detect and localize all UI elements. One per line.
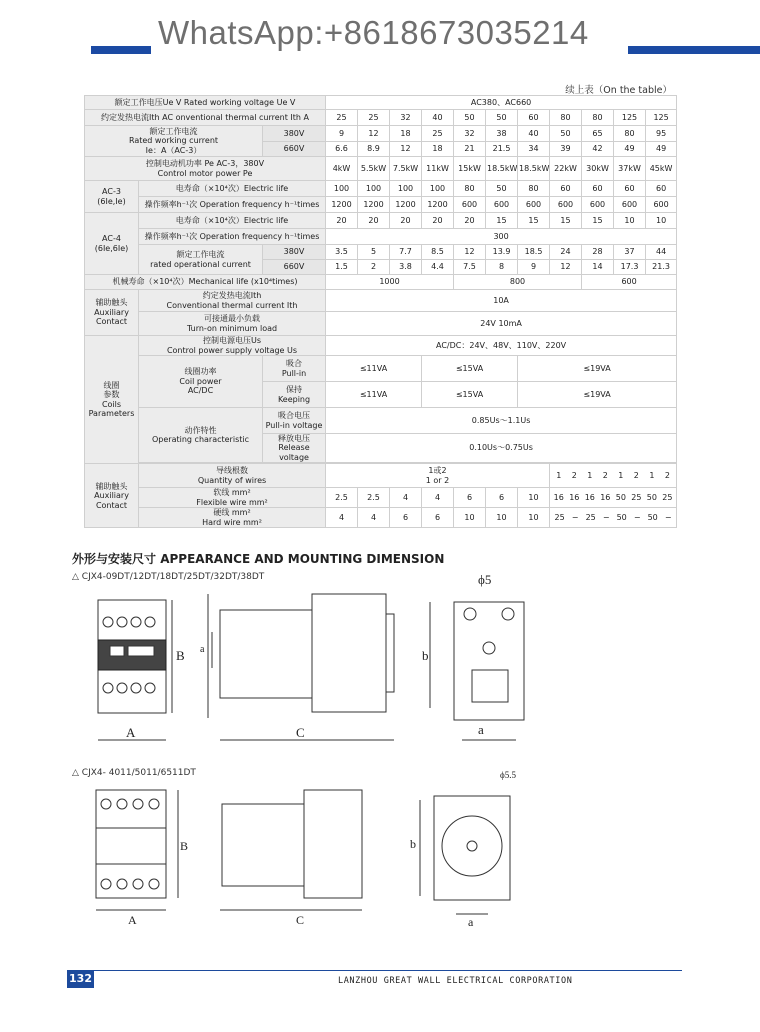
front-screw (145, 683, 155, 693)
hw-cell: 6 (422, 508, 454, 528)
ac3-elife-cell: 100 (390, 181, 422, 197)
rated-current-660-cell: 12 (390, 142, 422, 157)
rated-current-660-cell: 6.6 (326, 142, 358, 157)
mech-life-label: 机械寿命（×10⁴次）Mechanical life (x10⁴times) (85, 275, 326, 290)
wire-qty-cell: 2 (664, 471, 670, 481)
fw-cell: 2.5 (326, 488, 358, 508)
hw-cell: 10 (486, 508, 518, 528)
fw-large-cell: 25 (662, 493, 673, 503)
pull-in-va: ≤11VA (326, 356, 422, 382)
hw-cell: 4 (326, 508, 358, 528)
wire-qty-cell: 1 (649, 471, 655, 481)
ac4-label: AC-4 (6Ie,6Ie) (85, 213, 139, 275)
rated-current-660-cell: 21 (454, 142, 486, 157)
ac3-freq-cell: 600 (582, 197, 614, 213)
wire-qty-cell: 2 (602, 471, 608, 481)
ac3-elife-cell: 60 (550, 181, 582, 197)
thermal-current-cell: 50 (454, 110, 486, 126)
rated-current-660-cell: 8.9 (358, 142, 390, 157)
fw-cell: 6 (486, 488, 518, 508)
mount-hole (464, 608, 476, 620)
spec-table (84, 95, 677, 528)
coils-label: 线圈 参数 Coils Parameters (85, 336, 139, 464)
ac4-current-660-cell: 3.8 (390, 260, 422, 275)
side-view-block (312, 594, 386, 712)
rated-current-380-cell: 18 (390, 126, 422, 142)
hw-large-cell: − (602, 513, 610, 523)
front-view-port (128, 646, 154, 656)
thermal-current-cell: 40 (422, 110, 454, 126)
rated-current-380-cell: 32 (454, 126, 486, 142)
ac4-current-660-cell: 12 (550, 260, 582, 275)
pull-in-va: ≤15VA (422, 356, 518, 382)
dim-a: a (478, 722, 484, 737)
ac4-elife-cell: 15 (550, 213, 582, 229)
wire-qty-cell: 1 (556, 471, 562, 481)
hw-cell: 10 (454, 508, 486, 528)
rated-current-380-cell: 65 (582, 126, 614, 142)
wire-qty-large (550, 464, 677, 488)
side-view-block-2 (304, 790, 362, 898)
whatsapp-watermark: WhatsApp:+8618673035214 (158, 14, 589, 51)
ac4-elife-label: 电寿命（×10⁴次）Electric life (139, 213, 326, 229)
coil-power-label: 线圈功率 Coil power AC/DC (139, 356, 263, 408)
dim-side: a (200, 644, 205, 655)
ac3-freq-cell: 1200 (422, 197, 454, 213)
aux-contact-2-label: 辅助触头 Auxiliary Contact (85, 464, 139, 528)
pull-in-voltage-label: 吸合电压 Pull-in voltage (263, 408, 326, 434)
ac3-freq-cell: 600 (518, 197, 550, 213)
mount-view-body-2 (434, 796, 510, 900)
ac3-freq-cell: 1200 (358, 197, 390, 213)
ac4-current-380-cell: 44 (646, 245, 677, 260)
fw-cell: 6 (454, 488, 486, 508)
ac4-current-380-cell: 24 (550, 245, 582, 260)
hw-large-cell: − (571, 513, 579, 523)
aux-ith-value: 10A (326, 290, 677, 312)
wire-qty-cell: 2 (633, 471, 639, 481)
keeping-va: ≤11VA (326, 382, 422, 408)
front-screw (149, 799, 159, 809)
ac4-elife-cell: 15 (518, 213, 550, 229)
ac4-elife-cell: 10 (646, 213, 677, 229)
ac4-current-660-cell: 14 (582, 260, 614, 275)
op-char-label: 动作特性 Operating characteristic (139, 408, 263, 463)
motor-power-cell: 18.5kW (486, 157, 518, 181)
fw-large-cell: 16 (569, 493, 580, 503)
ac3-elife-cell: 60 (614, 181, 646, 197)
ac3-freq-cell: 600 (486, 197, 518, 213)
thermal-current-cell: 25 (326, 110, 358, 126)
ac3-elife-cell: 50 (486, 181, 518, 197)
hw-large-cell: 50 (647, 513, 658, 523)
section-title-cn: 外形与安装尺寸 (72, 552, 157, 566)
dim-a-2: a (468, 915, 474, 929)
fw-cell: 4 (422, 488, 454, 508)
header-bar-left (91, 46, 151, 54)
pull-in-voltage-value: 0.85Us～1.1Us (326, 408, 677, 434)
aux-min-load-value: 24V 10mA (326, 312, 677, 336)
rated-current-380-cell: 50 (550, 126, 582, 142)
wire-qty-value: 1或2 1 or 2 (326, 464, 550, 488)
mount-view-slot (472, 670, 508, 702)
motor-power-label: 控制电动机功率 Pe AC-3，380V Control motor power Pe (85, 157, 326, 181)
rated-current-660-cell: 39 (550, 142, 582, 157)
ac4-current-380-cell: 7.7 (390, 245, 422, 260)
fw-cell: 10 (518, 488, 550, 508)
fw-cell: 4 (390, 488, 422, 508)
fw-large-cell: 16 (553, 493, 564, 503)
ac3-freq-cell: 600 (646, 197, 677, 213)
ac4-current-660-cell: 1.5 (326, 260, 358, 275)
v660-label: 660V (263, 142, 326, 157)
wire-qty-cell: 2 (571, 471, 577, 481)
ac4-elife-cell: 20 (422, 213, 454, 229)
aux-min-load-label: 可接通最小负载 Turn-on minimum load (139, 312, 326, 336)
rated-current-label: 额定工作电流 Rated working current Ie：A（AC-3） (85, 126, 263, 157)
phi-label-2: ϕ5.5 (500, 770, 516, 780)
keeping-va: ≤19VA (518, 382, 677, 408)
dim-b: b (422, 648, 429, 663)
ac3-freq-label: 操作频率h⁻¹次 Operation frequency h⁻¹times (139, 197, 326, 213)
thermal-current-cell: 50 (486, 110, 518, 126)
aux-ith-label: 约定发热电流Ith Conventional thermal current Ith (139, 290, 326, 312)
side-view-body (220, 610, 312, 698)
front-screw (145, 617, 155, 627)
hw-large-cell: − (633, 513, 641, 523)
rated-current-660-cell: 49 (614, 142, 646, 157)
ac4-current-660-cell: 8 (486, 260, 518, 275)
dim-C-2: C (296, 913, 305, 927)
motor-power-cell: 18.5kW (518, 157, 550, 181)
fw-large-cell: 50 (615, 493, 626, 503)
pull-in-label: 吸合 Pull-in (263, 356, 326, 382)
ac3-freq-cell: 1200 (390, 197, 422, 213)
ac4-current-660-cell: 4.4 (422, 260, 454, 275)
ac4-elife-cell: 20 (390, 213, 422, 229)
ac3-freq-cell: 1200 (326, 197, 358, 213)
front-screw (117, 799, 127, 809)
model-line-2: △ CJX4- 4011/5011/6511DT (72, 768, 196, 778)
ac4-v660-label: 660V (263, 260, 326, 275)
hw-large-cell: 25 (554, 513, 565, 523)
ac4-current-380-cell: 18.5 (518, 245, 550, 260)
front-screw (149, 879, 159, 889)
rated-current-380-cell: 40 (518, 126, 550, 142)
ac4-current-660-cell: 9 (518, 260, 550, 275)
dim-B-2: B (180, 839, 189, 853)
rated-current-380-cell: 80 (614, 126, 646, 142)
hw-large-cell: − (664, 513, 672, 523)
page-number: 132 (67, 970, 94, 988)
dim-C: C (296, 725, 305, 740)
hw-cell: 6 (390, 508, 422, 528)
motor-power-cell: 45kW (646, 157, 677, 181)
ac3-elife-cell: 80 (518, 181, 550, 197)
side-view-body-2 (222, 804, 304, 886)
ac3-elife-label: 电寿命（×10⁴次）Electric life (139, 181, 326, 197)
ac3-elife-cell: 100 (326, 181, 358, 197)
ac4-current-380-cell: 13.9 (486, 245, 518, 260)
ac4-current-660-cell: 17.3 (614, 260, 646, 275)
ac3-elife-cell: 100 (422, 181, 454, 197)
hard-wire-label: 硬线 mm² Hard wire mm² (139, 508, 326, 528)
front-screw (103, 617, 113, 627)
thermal-current-cell: 25 (358, 110, 390, 126)
release-voltage-label: 释放电压 Release voltage (263, 434, 326, 463)
rated-current-660-cell: 18 (422, 142, 454, 157)
flex-wire-label: 软线 mm² Flexible wire mm² (139, 488, 326, 508)
corporation-name: LANZHOU GREAT WALL ELECTRICAL CORPORATION (338, 976, 573, 986)
rated-current-660-cell: 34 (518, 142, 550, 157)
motor-power-cell: 37kW (614, 157, 646, 181)
ac3-elife-cell: 80 (454, 181, 486, 197)
motor-power-cell: 11kW (422, 157, 454, 181)
ac4-current-660-cell: 7.5 (454, 260, 486, 275)
rated-current-660-cell: 21.5 (486, 142, 518, 157)
mech-life-value: 600 (582, 275, 677, 290)
thermal-current-cell: 60 (518, 110, 550, 126)
rated-current-380-cell: 38 (486, 126, 518, 142)
ac3-elife-cell: 60 (646, 181, 677, 197)
motor-power-cell: 5.5kW (358, 157, 390, 181)
side-view-tab (386, 614, 394, 692)
front-view-port (110, 646, 124, 656)
ac3-label: AC-3 (6Ie,Ie) (85, 181, 139, 213)
dim-b-2: b (410, 837, 416, 851)
front-screw (131, 617, 141, 627)
mount-view-circle (442, 816, 502, 876)
mech-life-value: 800 (454, 275, 582, 290)
wire-qty-cell: 1 (618, 471, 624, 481)
section-title (72, 550, 444, 567)
hw-large-cell: 50 (616, 513, 627, 523)
dim-A: A (126, 725, 136, 740)
thermal-current-cell: 125 (614, 110, 646, 126)
ac4-elife-cell: 20 (326, 213, 358, 229)
thermal-current-cell: 32 (390, 110, 422, 126)
keeping-va: ≤15VA (422, 382, 518, 408)
front-screw (103, 683, 113, 693)
hw-cell: 10 (518, 508, 550, 528)
section-title-en: APPEARANCE AND MOUNTING DIMENSION (160, 552, 445, 566)
fw-large-cell: 16 (584, 493, 595, 503)
rated-current-380-cell: 25 (422, 126, 454, 142)
ac4-elife-cell: 15 (486, 213, 518, 229)
mount-hole (467, 841, 477, 851)
ac3-elife-cell: 60 (582, 181, 614, 197)
front-screw (131, 683, 141, 693)
mount-hole (502, 608, 514, 620)
ac4-v380-label: 380V (263, 245, 326, 260)
ac4-current-660-cell: 2 (358, 260, 390, 275)
ac4-current-380-cell: 5 (358, 245, 390, 260)
front-view-body-2 (96, 790, 166, 898)
v380-label: 380V (263, 126, 326, 142)
phi-label-1: ϕ5 (478, 572, 492, 587)
footer-line (94, 970, 682, 971)
fw-large-cell: 25 (631, 493, 642, 503)
keeping-label: 保持 Keeping (263, 382, 326, 408)
wire-qty-cell: 1 (587, 471, 593, 481)
ac4-current-380-cell: 3.5 (326, 245, 358, 260)
motor-power-cell: 15kW (454, 157, 486, 181)
rated-current-380-cell: 9 (326, 126, 358, 142)
thermal-current-cell: 80 (582, 110, 614, 126)
mech-life-value: 1000 (326, 275, 454, 290)
front-screw (133, 799, 143, 809)
front-view-window-2 (96, 828, 166, 864)
hw-large-cell: 25 (585, 513, 596, 523)
aux-contact-label: 辅助触头 Auxiliary Contact (85, 290, 139, 336)
thermal-current-cell: 80 (550, 110, 582, 126)
thermal-current-cell: 125 (646, 110, 677, 126)
motor-power-cell: 30kW (582, 157, 614, 181)
ac4-current-label: 额定工作电流 rated operational current (139, 245, 263, 275)
model-line-1: △ CJX4-09DT/12DT/18DT/25DT/32DT/38DT (72, 572, 265, 582)
ac4-freq-value: 300 (326, 229, 677, 245)
ac4-current-380-cell: 12 (454, 245, 486, 260)
fw-large-cell: 50 (646, 493, 657, 503)
hw-cell: 4 (358, 508, 390, 528)
ac3-freq-cell: 600 (454, 197, 486, 213)
motor-power-cell: 22kW (550, 157, 582, 181)
pull-in-va: ≤19VA (518, 356, 677, 382)
rated-voltage-label: 额定工作电压Ue V Rated working voltage Ue V (85, 96, 326, 110)
header-bar-right (628, 46, 760, 54)
rated-current-660-cell: 42 (582, 142, 614, 157)
dim-A-2: A (128, 913, 137, 927)
front-screw (117, 617, 127, 627)
ac4-elife-cell: 10 (614, 213, 646, 229)
fw-large (550, 488, 677, 508)
rated-current-380-cell: 95 (646, 126, 677, 142)
front-screw (101, 799, 111, 809)
rated-current-660-cell: 49 (646, 142, 677, 157)
coil-supply-label: 控制电源电压Us Control power supply voltage Us (139, 336, 326, 356)
motor-power-cell: 7.5kW (390, 157, 422, 181)
ac3-freq-cell: 600 (550, 197, 582, 213)
ac4-current-660-cell: 21.3 (646, 260, 677, 275)
rated-voltage-value: AC380、AC660 (326, 96, 677, 110)
release-voltage-value: 0.10Us～0.75Us (326, 434, 677, 463)
coil-supply-value: AC/DC：24V、48V、110V、220V (326, 336, 677, 356)
continued-note: 续上表（On the table） (565, 85, 672, 96)
rated-current-380-cell: 12 (358, 126, 390, 142)
front-screw (101, 879, 111, 889)
ac3-elife-cell: 100 (358, 181, 390, 197)
thermal-current-label: 约定发热电流Ith AC onventional thermal current Ith A (85, 110, 326, 126)
ac4-elife-cell: 20 (454, 213, 486, 229)
front-screw (117, 879, 127, 889)
hw-large (550, 508, 677, 528)
dim-B: B (176, 648, 185, 663)
mount-hole (483, 642, 495, 654)
ac4-freq-label: 操作频率h⁻¹次 Operation frequency h⁻¹times (139, 229, 326, 245)
ac4-current-380-cell: 28 (582, 245, 614, 260)
ac4-elife-cell: 20 (358, 213, 390, 229)
fw-large-cell: 16 (600, 493, 611, 503)
front-screw (133, 879, 143, 889)
front-screw (117, 683, 127, 693)
ac4-current-380-cell: 37 (614, 245, 646, 260)
motor-power-cell: 4kW (326, 157, 358, 181)
ac3-freq-cell: 600 (614, 197, 646, 213)
ac4-elife-cell: 15 (582, 213, 614, 229)
fw-cell: 2.5 (358, 488, 390, 508)
ac4-current-380-cell: 8.5 (422, 245, 454, 260)
wire-qty-label: 导线根数 Quantity of wires (139, 464, 326, 488)
